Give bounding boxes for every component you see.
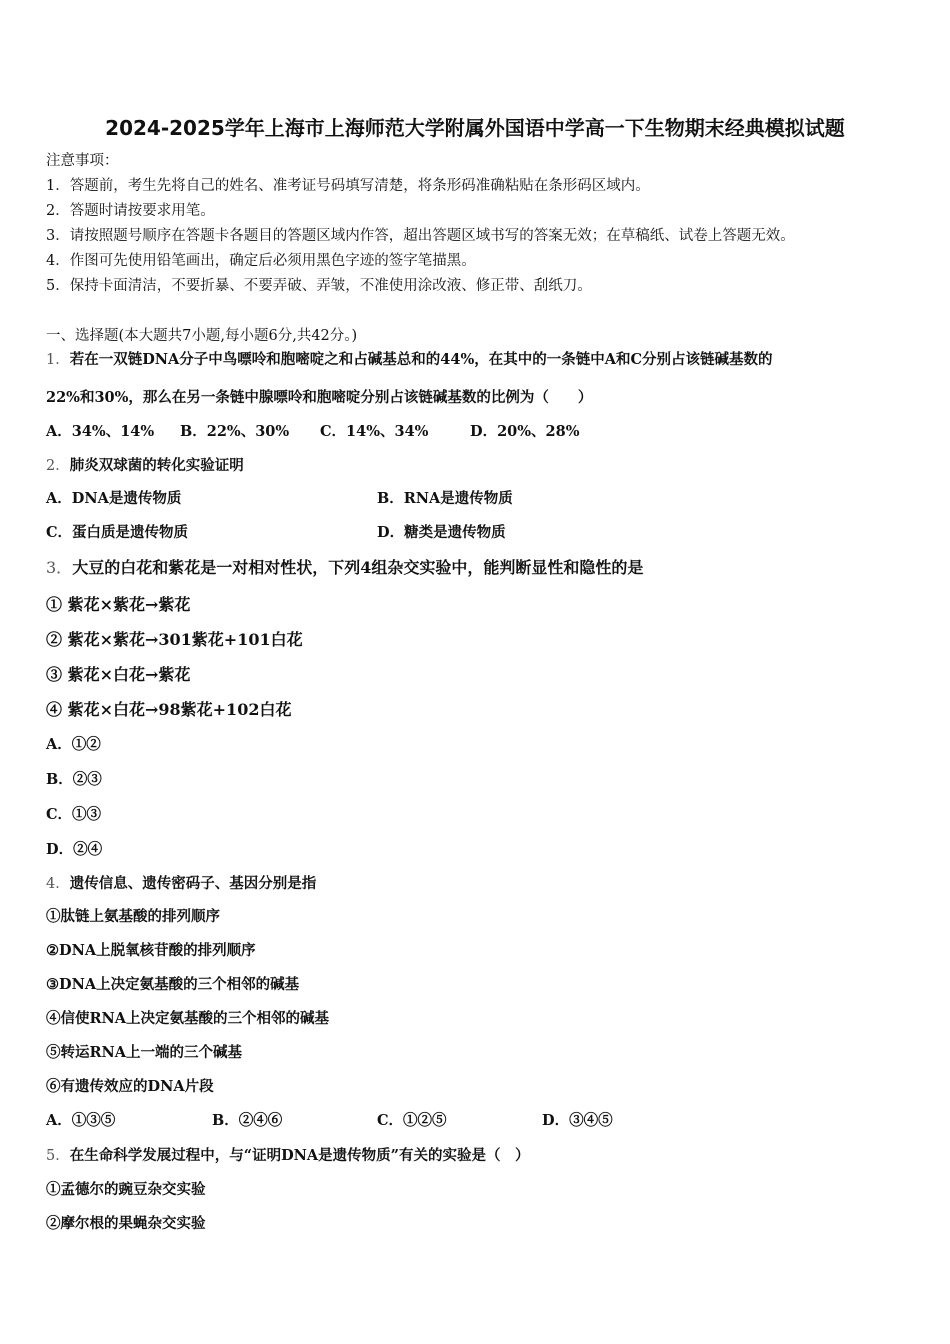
question-number: 2． xyxy=(46,458,70,474)
section-heading: 一、选择题(本大题共7小题,每小题6分,共42分。) xyxy=(46,328,358,344)
question-4 xyxy=(46,874,316,894)
q3-option-d[interactable]: D．②④ xyxy=(46,841,103,858)
q1-option-c[interactable]: C．14%、34% xyxy=(320,423,429,440)
q3-option-b[interactable]: B．②③ xyxy=(46,771,102,788)
q4-item-5: ⑤转运RNA上一端的三个碱基 xyxy=(46,1044,243,1061)
question-text: 若在一双链DNA分子中鸟嘌呤和胞嘧啶之和占碱基总和的44%，在其中的一条链中A和C分别占该链碱基数的 xyxy=(69,351,773,368)
q4-option-c[interactable]: C．①②⑤ xyxy=(377,1112,447,1129)
q1-option-a[interactable]: A．34%、14% xyxy=(46,423,155,440)
notice-item-4: 4．作图可先使用铅笔画出，确定后必须用黑色字迹的签字笔描黑。 xyxy=(46,253,476,269)
question-text: 大豆的白花和紫花是一对相对性状，下列4组杂交实验中，能判断显性和隐性的是 xyxy=(72,558,644,577)
question-5 xyxy=(46,1146,530,1166)
page-title: 2024-2025学年上海市上海师范大学附属外国语中学高一下生物期末经典模拟试题 xyxy=(105,116,845,140)
question-number: 3． xyxy=(46,558,73,577)
question-2 xyxy=(46,456,244,476)
question-text: 在生命科学发展过程中，与“证明DNA是遗传物质”有关的实验是（ ） xyxy=(69,1147,530,1164)
q4-item-1: ①肽链上氨基酸的排列顺序 xyxy=(46,908,220,925)
q4-option-b[interactable]: B．②④⑥ xyxy=(212,1112,283,1129)
q4-item-3: ③DNA上决定氨基酸的三个相邻的碱基 xyxy=(46,976,300,993)
question-3 xyxy=(46,558,643,578)
q4-item-6: ⑥有遗传效应的DNA片段 xyxy=(46,1078,214,1095)
q2-option-a[interactable]: A．DNA是遗传物质 xyxy=(46,490,182,507)
q3-item-1: ① 紫花×紫花→紫花 xyxy=(46,595,191,614)
q5-item-2: ②摩尔根的果蝇杂交实验 xyxy=(46,1215,206,1232)
question-text: 肺炎双球菌的转化实验证明 xyxy=(69,457,244,474)
question-text: 遗传信息、遗传密码子、基因分别是指 xyxy=(69,875,317,892)
q4-option-a[interactable]: A．①③⑤ xyxy=(46,1112,116,1129)
notice-item-2: 2．答题时请按要求用笔。 xyxy=(46,203,215,219)
q4-item-4: ④信使RNA上决定氨基酸的三个相邻的碱基 xyxy=(46,1010,330,1027)
notice-item-3: 3．请按照题号顺序在答题卡各题目的答题区域内作答，超出答题区域书写的答案无效；在草稿纸、试卷上答题无效。 xyxy=(46,228,795,244)
q2-option-b[interactable]: B．RNA是遗传物质 xyxy=(377,490,513,507)
notice-heading: 注意事项： xyxy=(46,153,119,169)
question-1 xyxy=(46,350,773,370)
q2-option-c[interactable]: C．蛋白质是遗传物质 xyxy=(46,524,189,541)
q1-option-d[interactable]: D．20%、28% xyxy=(470,423,580,440)
q3-option-a[interactable]: A．①② xyxy=(46,736,101,753)
notice-item-5: 5．保持卡面清洁，不要折暴、不要弄破、弄皱，不准使用涂改液、修正带、刮纸刀。 xyxy=(46,278,592,294)
q2-option-d[interactable]: D．糖类是遗传物质 xyxy=(377,524,506,541)
question-1-continued: 22%和30%，那么在另一条链中腺嘌呤和胞嘧啶分别占该链碱基数的比例为（ ） xyxy=(46,389,593,406)
question-number: 1． xyxy=(46,352,70,368)
q3-item-3: ③ 紫花×白花→紫花 xyxy=(46,665,191,684)
q1-option-b[interactable]: B．22%、30% xyxy=(180,423,290,440)
q3-item-2: ② 紫花×紫花→301紫花+101白花 xyxy=(46,630,303,649)
question-number: 5． xyxy=(46,1148,70,1164)
q4-option-d[interactable]: D．③④⑤ xyxy=(542,1112,613,1129)
q3-item-4: ④ 紫花×白花→98紫花+102白花 xyxy=(46,700,292,719)
q5-item-1: ①孟德尔的豌豆杂交实验 xyxy=(46,1181,206,1198)
question-number: 4． xyxy=(46,876,70,892)
notice-item-1: 1．答题前，考生先将自己的姓名、准考证号码填写清楚，将条形码准确粘贴在条形码区域内。 xyxy=(46,178,650,194)
q3-option-c[interactable]: C．①③ xyxy=(46,806,102,823)
q4-item-2: ②DNA上脱氧核苷酸的排列顺序 xyxy=(46,942,256,959)
